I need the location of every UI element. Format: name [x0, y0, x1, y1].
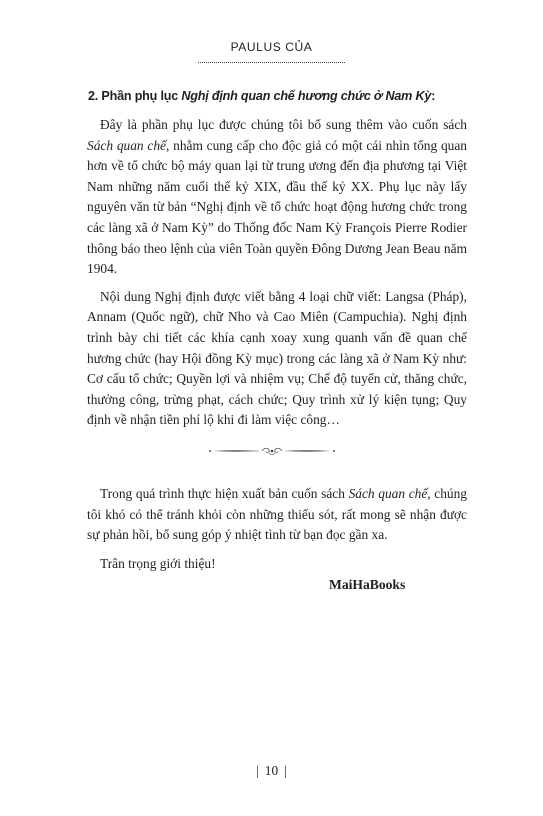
appendix-description — [87, 115, 467, 431]
paragraph-closing-greeting: Trân trọng giới thiệu! — [100, 555, 216, 571]
section-heading-suffix: : — [431, 89, 436, 103]
page-number-value: 10 — [264, 763, 279, 778]
section-heading-prefix: 2. Phần phụ lục — [88, 89, 182, 103]
paragraph-feedback-request — [87, 484, 467, 546]
section-heading-italic: Nghị định quan chế hương chức ở Nam Kỳ — [181, 89, 432, 103]
book-title-italic: Sách quan chế — [348, 486, 428, 501]
paragraph-text: , chúng tôi khó có thể tránh khỏi còn những thiếu sót, rất mong sẽ nhận được sự phản hồi, bổ sung góp ý nhiệt tình từ bạn đọc gần xa. — [87, 486, 468, 543]
paragraph-text: , nhằm cung cấp cho độc giả có một cái nhìn tổng quan hơn về tổ chức bộ máy quan lại từ trung ương đến địa phương tại Việt Nam những năm cuối thế kỷ XIX, đầu thế kỷ XX. Phụ lục này lấy nguyên văn từ bản “Nghị định về tổ chức hoạt động hương chức trong các làng xã ở Nam Kỳ” do Thống đốc Nam Kỳ François Pierre Rodier thông báo theo lệnh của viên Toàn quyền Đông Dương Jean Beau năm 1904. — [87, 137, 467, 277]
running-header: PAULUS CỦA — [230, 40, 313, 54]
section-heading — [88, 89, 435, 103]
section-divider-ornament — [207, 446, 337, 456]
paragraph-text: Trong quá trình thực hiện xuất bản cuốn sách — [100, 486, 349, 501]
paragraph-text: Đây là phần phụ lục được chúng tôi bổ sung thêm vào cuốn sách — [100, 117, 467, 132]
header-dotted-rule — [198, 62, 345, 63]
paragraph-appendix-intro — [87, 115, 467, 280]
paragraph-decree-content: Nội dung Nghị định được viết bằng 4 loại chữ viết: Langsa (Pháp), Annam (Quốc ngữ), chữ Nho và Cao Miên (Campuchia). Nghị định trình bày chi tiết các khía cạnh xoay xung quanh vấn đề quan chế hương chức (hay Hội đồng Kỳ mục) trong các làng xã ở Nam Kỳ như: Cơ cấu tổ chức; Quyền lợi và nhiệm vụ; Chế độ tuyển cử, thăng chức, thưởng công, trừng phạt, cách chức; Quy trình xử lý kiện tụng; Quy định về nhận tiền phí lộ khi đi làm việc công… — [87, 288, 467, 428]
book-title-italic: Sách quan chế — [87, 137, 166, 153]
publisher-signature: MaiHaBooks — [329, 577, 406, 592]
closing-remarks — [87, 484, 467, 574]
page-number: | 10 | — [256, 763, 287, 778]
